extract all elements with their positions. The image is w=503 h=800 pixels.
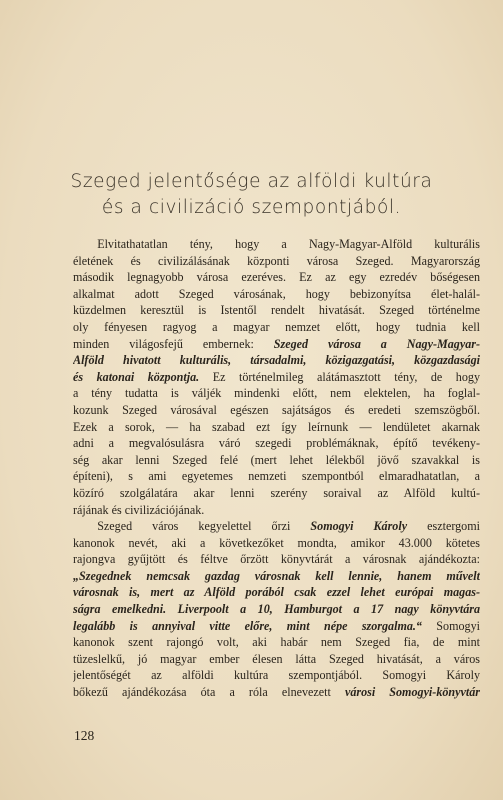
text-line: [73, 584, 480, 601]
paragraph-1: [73, 236, 480, 518]
text-line: [73, 385, 480, 402]
text-run: adni a megvalósulásra váró szegedi problémáknak, építő tevékeny-: [73, 436, 480, 451]
text-run: minden világosfejű embernek:: [73, 336, 274, 351]
text-run: életének és civilizálásának központi városa Szeged. Magyarország: [73, 253, 480, 268]
text-run: bőkezű ajándékozása óta a róla elnevezett: [73, 685, 345, 700]
italic-emphasis: Alföld hivatott kulturális, társadalmi, közigazgatási, közgazdasági: [73, 353, 480, 368]
text-line: [73, 485, 480, 502]
text-line: [73, 468, 480, 485]
text-run: kanonok nevét, aki a következőket mondta, amikor 43.000 kötetes: [73, 535, 480, 550]
text-line: [73, 253, 480, 270]
text-run: Somogyi: [421, 618, 480, 633]
italic-emphasis: városi Somogyi-könyvtár: [344, 685, 480, 700]
text-line: [73, 651, 480, 668]
page-number: 128: [74, 728, 95, 743]
text-line: [73, 634, 480, 651]
text-run: kozunk Szeged városával egészen sajátságos és eredeti szemszögből.: [73, 402, 480, 417]
text-line: [73, 336, 480, 353]
text-line: [73, 535, 480, 552]
text-run: építeni), s ami egyetemes nemzeti szempontból elmaradhatatlan, a: [73, 469, 480, 484]
text-run: Szeged város kegyelettel őrzi: [73, 519, 311, 534]
text-run: közíró szolgálatára akar lenni szerény soraival az Alföld kultú-: [73, 485, 480, 500]
text-run: rájának és civilizációjának.: [73, 502, 205, 517]
text-run: a tény tudatta is váljék mindenki előtt, nem elektelen, ha foglal-: [73, 386, 480, 401]
italic-emphasis: ságra emelkedni. Liverpoolt a 10, Hamburgot a 17 nagy könyvtára: [73, 602, 480, 617]
text-line: [73, 269, 480, 286]
text-line: [73, 286, 480, 303]
text-line: [73, 452, 480, 469]
text-run: oly fényesen ragyog a magyar nemzet előtt, hogy tudnia kell: [73, 319, 480, 334]
text-line: [73, 402, 480, 419]
text-line: [73, 502, 480, 519]
text-run: jelentőségét az alföldi kultúra szempontjából. Somogyi Károly: [73, 668, 480, 683]
text-run: Ez történelmileg alátámasztott tény, de hogy: [199, 369, 480, 384]
italic-emphasis: Szeged városa a Nagy-Magyar-: [273, 336, 480, 351]
text-run: alkalmat adott Szeged városának, hogy bebizonyítsa élet-halál-: [73, 286, 480, 301]
text-line: [73, 435, 480, 452]
text-run: ség akar lenni Szeged felé (mert lehet lélekből jövő szavakkal is: [73, 452, 480, 467]
text-line: [73, 319, 480, 336]
paragraph-2: [73, 518, 480, 701]
text-run: küzdelmen keresztül is Istentől rendelt hivatását. Szeged történelme: [73, 303, 480, 318]
body-text: [73, 236, 480, 701]
text-line: [73, 419, 480, 436]
text-line: [73, 518, 480, 535]
text-run: második legnagyobb városa ezeréves. Ez az egy ezredév bőségesen: [73, 270, 480, 285]
italic-emphasis: Somogyi Károly: [310, 519, 408, 534]
italic-emphasis: városnak is, mert az Alföld porából csak ezzel lehet európai magas-: [73, 585, 480, 600]
text-run: Elvitathatatlan tény, hogy a Nagy-Magyar-Alföld kulturális: [73, 237, 480, 251]
text-line: [73, 667, 480, 684]
italic-emphasis: és katonai központja.: [73, 369, 200, 384]
text-line: [73, 618, 480, 635]
italic-emphasis: legalább is annyival vitte előre, mint népe szorgalma.“: [73, 618, 422, 633]
chapter-title-line-2: és a civilizáció szempontjából.: [101, 197, 402, 218]
italic-emphasis: „Szegednek nemcsak gazdag városnak kell lennie, hanem művelt: [73, 568, 480, 583]
text-run: esztergomi: [407, 519, 480, 534]
text-line: [73, 236, 480, 253]
text-run: rajongva gyűjtött és féltve őrzött könyvtárát a városnak ajándékozta:: [73, 552, 480, 567]
text-line: [73, 302, 480, 319]
text-run: kanonok szent rajongó volt, aki habár nem Szeged fia, de mint: [73, 635, 480, 650]
text-run: tüzeslelkű, jó magyar ember élesen látta Szeged hivatását, a város: [73, 651, 480, 666]
text-line: [73, 601, 480, 618]
text-line: [73, 568, 480, 585]
text-line: [73, 352, 480, 369]
text-line: [73, 551, 480, 568]
text-line: [73, 369, 480, 386]
chapter-title-line-1: Szeged jelentősége az alföldi kultúra: [70, 171, 433, 192]
text-run: Ezek a sorok, — ha szabad ezt így leírnunk — lendületet akarnak: [73, 419, 480, 434]
text-line: [73, 684, 480, 701]
